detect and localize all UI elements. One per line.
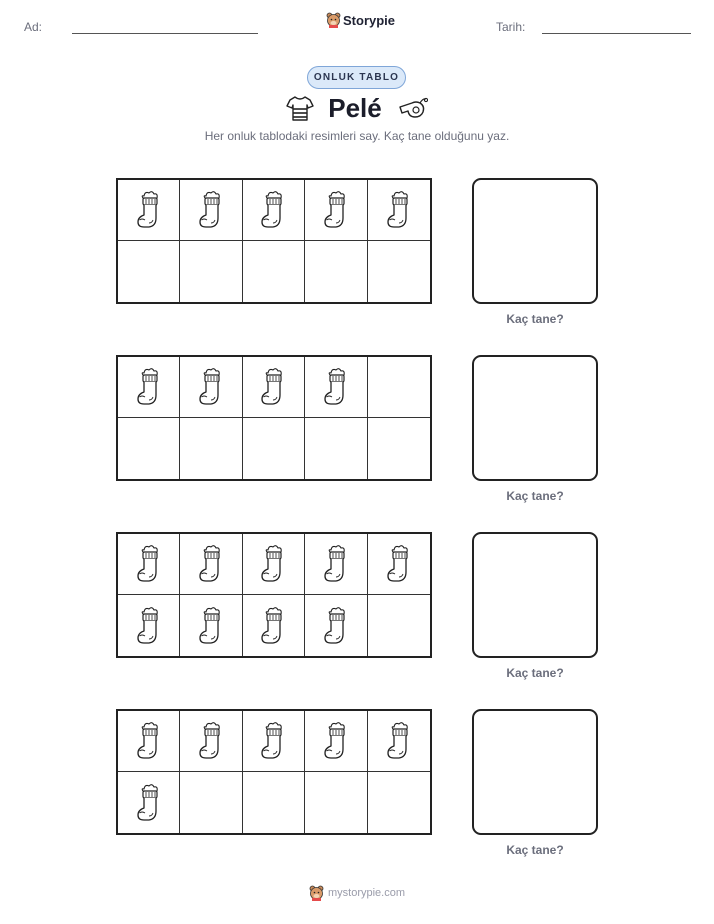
brand-name: Storypie [343,12,396,28]
question-label-3: Kaç tane? [506,666,564,680]
ten-frame-cell [305,534,367,595]
question-label-4: Kaç tane? [506,843,564,857]
title-row [0,90,714,126]
instructions: Her onluk tablodaki resimleri say. Kaç tane olduğunu yaz. [204,129,510,143]
ten-frame-cell [305,595,367,656]
sock-icon [258,721,288,761]
ten-frame-cell [305,357,367,418]
ten-frame-cell [305,772,367,833]
footer-url[interactable]: mystorypie.com [327,887,406,899]
answer-box-3[interactable] [472,532,598,658]
ten-frame-cell [243,534,305,595]
sock-icon [196,367,226,407]
ten-frame-cell [180,418,242,479]
ten-frame-3 [116,532,432,658]
sock-icon [384,190,414,230]
sock-icon [258,190,288,230]
question-label-2: Kaç tane? [506,489,564,503]
ten-frame-cell [305,711,367,772]
worksheet-type-badge: ONLUK TABLO [307,66,406,89]
answer-box-1[interactable] [472,178,598,304]
ten-frame-cell [368,418,430,479]
ten-frame-cell [243,241,305,302]
sock-icon [321,367,351,407]
ten-frame-cell [180,241,242,302]
bear-mascot-icon [309,885,324,901]
ten-frame-cell [243,772,305,833]
ten-frame-cell [243,711,305,772]
sock-icon [321,606,351,646]
ten-frame-cell [180,180,242,241]
sock-icon [258,544,288,584]
sock-icon [321,190,351,230]
ten-frame-cell [180,595,242,656]
ten-frame-cell [118,595,180,656]
sock-icon [196,606,226,646]
answer-box-4[interactable] [472,709,598,835]
date-label: Tarih: [496,20,526,34]
brand-logo [326,12,395,28]
sock-icon [134,190,164,230]
date-line[interactable] [542,33,691,34]
ten-frame-cell [368,595,430,656]
name-line[interactable] [72,33,258,34]
sock-icon [321,544,351,584]
ten-frame-cell [180,357,242,418]
ten-frame-cell [118,534,180,595]
ten-frame-cell [118,711,180,772]
sock-icon [258,606,288,646]
ten-frame-cell [118,418,180,479]
jersey-icon [286,94,314,122]
ten-frame-4 [116,709,432,835]
answer-box-2[interactable] [472,355,598,481]
sock-icon [321,721,351,761]
footer [0,885,714,901]
name-label: Ad: [24,20,43,34]
sock-icon [196,190,226,230]
ten-frame-cell [180,711,242,772]
ten-frame-cell [368,711,430,772]
question-label-1: Kaç tane? [506,312,564,326]
ten-frame-cell [368,180,430,241]
ten-frame-cell [243,357,305,418]
ten-frame-cell [305,418,367,479]
sock-icon [196,721,226,761]
sock-icon [134,367,164,407]
ten-frame-cell [368,357,430,418]
sock-icon [134,721,164,761]
sock-icon [384,721,414,761]
sock-icon [134,783,164,823]
page-title: Pelé [328,92,382,123]
ten-frame-1 [116,178,432,304]
ten-frame-cell [243,180,305,241]
ten-frame-cell [243,595,305,656]
sock-icon [384,544,414,584]
ten-frame-cell [368,534,430,595]
ten-frame-cell [118,772,180,833]
ten-frame-cell [118,180,180,241]
whistle-icon [396,95,428,121]
ten-frame-cell [305,180,367,241]
ten-frame-cell [243,418,305,479]
ten-frame-cell [118,357,180,418]
sock-icon [196,544,226,584]
sock-icon [258,367,288,407]
ten-frame-cell [305,241,367,302]
sock-icon [134,606,164,646]
ten-frame-cell [180,772,242,833]
ten-frame-cell [368,772,430,833]
sock-icon [134,544,164,584]
ten-frame-2 [116,355,432,481]
ten-frame-cell [180,534,242,595]
ten-frame-cell [368,241,430,302]
bear-mascot-icon [326,12,341,28]
ten-frame-cell [118,241,180,302]
